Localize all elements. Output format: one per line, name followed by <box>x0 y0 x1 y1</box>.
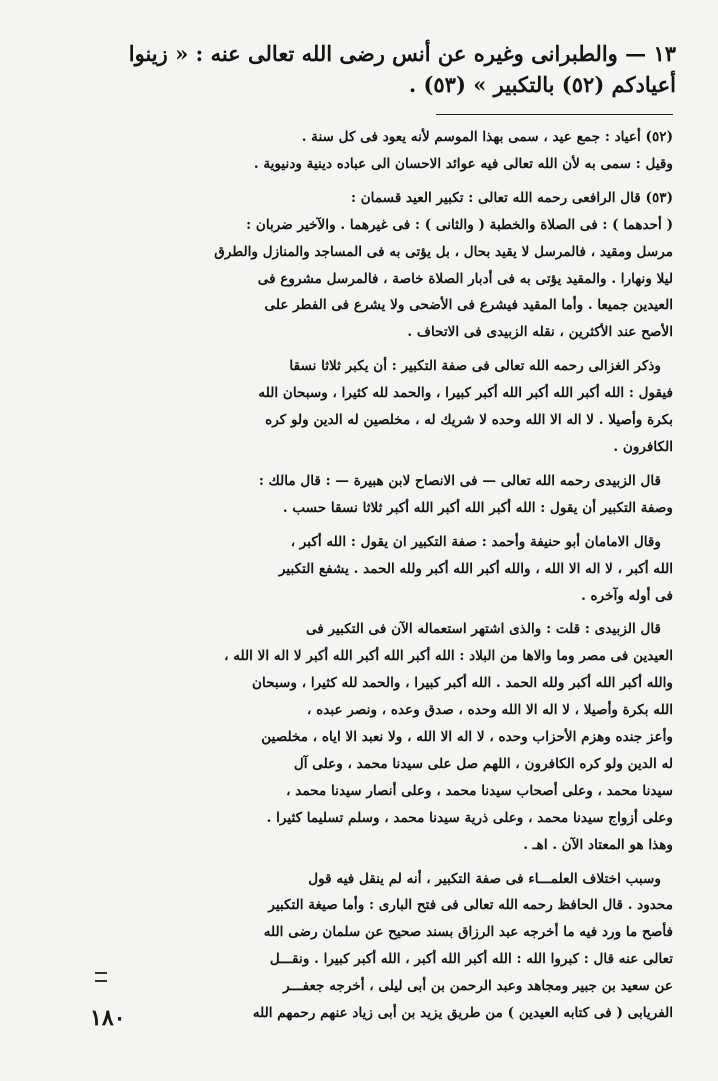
hadith-line: أعيادكم (٥٢) بالتكبير » (٥٣) . <box>408 72 676 97</box>
footnote-line: تعالى عنه قال : كبروا الله : الله أكبر الله أكبر ، الله أكبر كبيرا . ونقـــل <box>269 951 673 968</box>
footnote-line: وقال الامامان أبو حنيفة وأحمد : صفة التكبير ان يقول : الله أكبر ، <box>290 533 661 550</box>
hadith-line: ١٣ — والطبرانى وغيره عن أنس رضى الله تعالى عنه : « زينوا <box>128 41 676 66</box>
footnote-53 <box>44 185 673 346</box>
footnote-line: الفريابى ( فى كتابه العيدين ) من طريق يزيد بن أبى زياد عنهم رحمهم الله <box>252 1005 673 1022</box>
footnote-52 <box>44 124 673 178</box>
footnote-line: ( أحدهما ) : فى الصلاة والخطبة ( والثانى ) : فى غيرهما . والآخير ضربان : <box>246 216 673 233</box>
footnote-zabidi-malik-paragraph <box>44 468 673 522</box>
footnote-line: وذكر الغزالى رحمه الله تعالى فى صفة التكبير : أن يكبر ثلاثا نسقا <box>289 358 661 375</box>
footnote-line: وهذا هو المعتاد الآن . اهـ . <box>523 836 673 853</box>
footnote-line: وسبب اختلاف العلمـــاء فى صفة التكبير ، أنه لم ينقل فيه قول <box>308 870 661 887</box>
footnote-line: بكرة وأصيلا . لا اله الا الله وحده لا شريك له ، مخلصين له الدين ولو كره <box>265 412 673 429</box>
footnote-line: وصفة التكبير أن يقول : الله أكبر الله أكبر الله أكبر ثلاثا نسقا حسب . <box>282 499 673 516</box>
footnote-imams-paragraph <box>44 529 673 610</box>
footnote-line: العيدين جميعا . وأما المقيد فيشرع فى الأضحى ولا يشرع فى الفطر على <box>264 297 673 314</box>
footnote-line: العيدين فى مصر وما والاها من البلاد : الله أكبر الله أكبر الله أكبر لا اله الا الله ، <box>224 648 673 665</box>
footnote-line: محدود . قال الحافظ رحمه الله تعالى فى فتح البارى : وأما صيغة التكبير <box>268 897 673 914</box>
hadith-text <box>38 38 676 100</box>
page-number: ١٨٠ <box>90 1005 126 1031</box>
footnote-line: مرسل ومقيد ، فالمرسل لا يقيد بحال ، بل يؤتى به فى المساجد والمنازل والطرق <box>214 243 673 260</box>
footnote-ghazali-paragraph <box>44 353 673 461</box>
footnote-line: قال الزبيدى رحمه الله تعالى — فى الانصاح لابن هبيرة — : قال مالك : <box>258 472 661 489</box>
footnote-difference-paragraph <box>44 866 673 1027</box>
footnotes-section <box>44 124 673 1034</box>
footnote-divider <box>436 114 673 115</box>
footnote-line: عن سعيد بن جبير ومجاهد وعبد الرحمن بن أبى ليلى ، أخرجه جعفـــر <box>283 978 673 995</box>
footnote-line: سيدنا محمد ، وعلى أصحاب سيدنا محمد ، وعلى أنصار سيدنا محمد ، <box>286 782 673 799</box>
footnote-line: له الدين ولو كره الكافرون ، اللهم صل على سيدنا محمد ، وعلى آل <box>293 755 673 772</box>
footnote-line: وقيل : سمى به لأن الله تعالى فيه عوائد الاحسان الى عباده دينية ودنيوية . <box>253 155 673 172</box>
footnote-line: فيقول : الله أكبر الله أكبر الله أكبر كبيرا ، والحمد لله كثيرا ، وسبحان الله <box>258 385 673 402</box>
footnote-zabidi-current-paragraph <box>44 616 673 858</box>
footnote-line: ليلا ونهارا . والمقيد يؤتى به فى أدبار الصلاة خاصة ، فالمرسل مشروع فى <box>257 270 673 287</box>
footnote-line: الله بكرة وأصيلا ، لا اله الا الله وحده ، صدق وعده ، ونصر عبده ، <box>307 702 673 719</box>
footnote-line: الكافرون . <box>613 438 673 455</box>
footnote-line: فأصح ما ورد فيه ما أخرجه عبد الرزاق بسند صحيح عن سلمان رضى الله <box>263 924 673 941</box>
footnote-line: قال الزبيدى : قلت : والذى اشتهر استعماله الآن فى التكبير فى <box>306 621 661 638</box>
footnote-line: وأعز جنده وهزم الأحزاب وحده ، لا اله الا الله ، ولا نعبد الا اياه ، مخلصين <box>261 729 673 746</box>
footnote-line: الله أكبر ، لا اله الا الله ، والله أكبر الله أكبر ولله الحمد . يشفع التكبير <box>278 560 673 577</box>
footnote-line: (٥٣) قال الرافعى رحمه الله تعالى : تكبير العيد قسمان : <box>350 189 673 206</box>
footnote-line: الأصح عند الأكثرين ، نقله الزبيدى فى الاتحاف . <box>407 324 673 341</box>
footnote-line: وعلى أزواج سيدنا محمد ، وعلى ذرية سيدنا محمد ، وسلم تسليما كثيرا . <box>266 809 673 826</box>
footnote-line: فى أوله وآخره . <box>581 587 673 604</box>
footnote-line: والله أكبر الله أكبر ولله الحمد . الله أكبر كبيرا ، والحمد لله كثيرا ، وسبحان <box>252 675 673 692</box>
continuation-mark <box>95 972 107 982</box>
footnote-line: (٥٢) أعياد : جمع عيد ، سمى بهذا الموسم لأنه يعود فى كل سنة . <box>301 129 673 145</box>
